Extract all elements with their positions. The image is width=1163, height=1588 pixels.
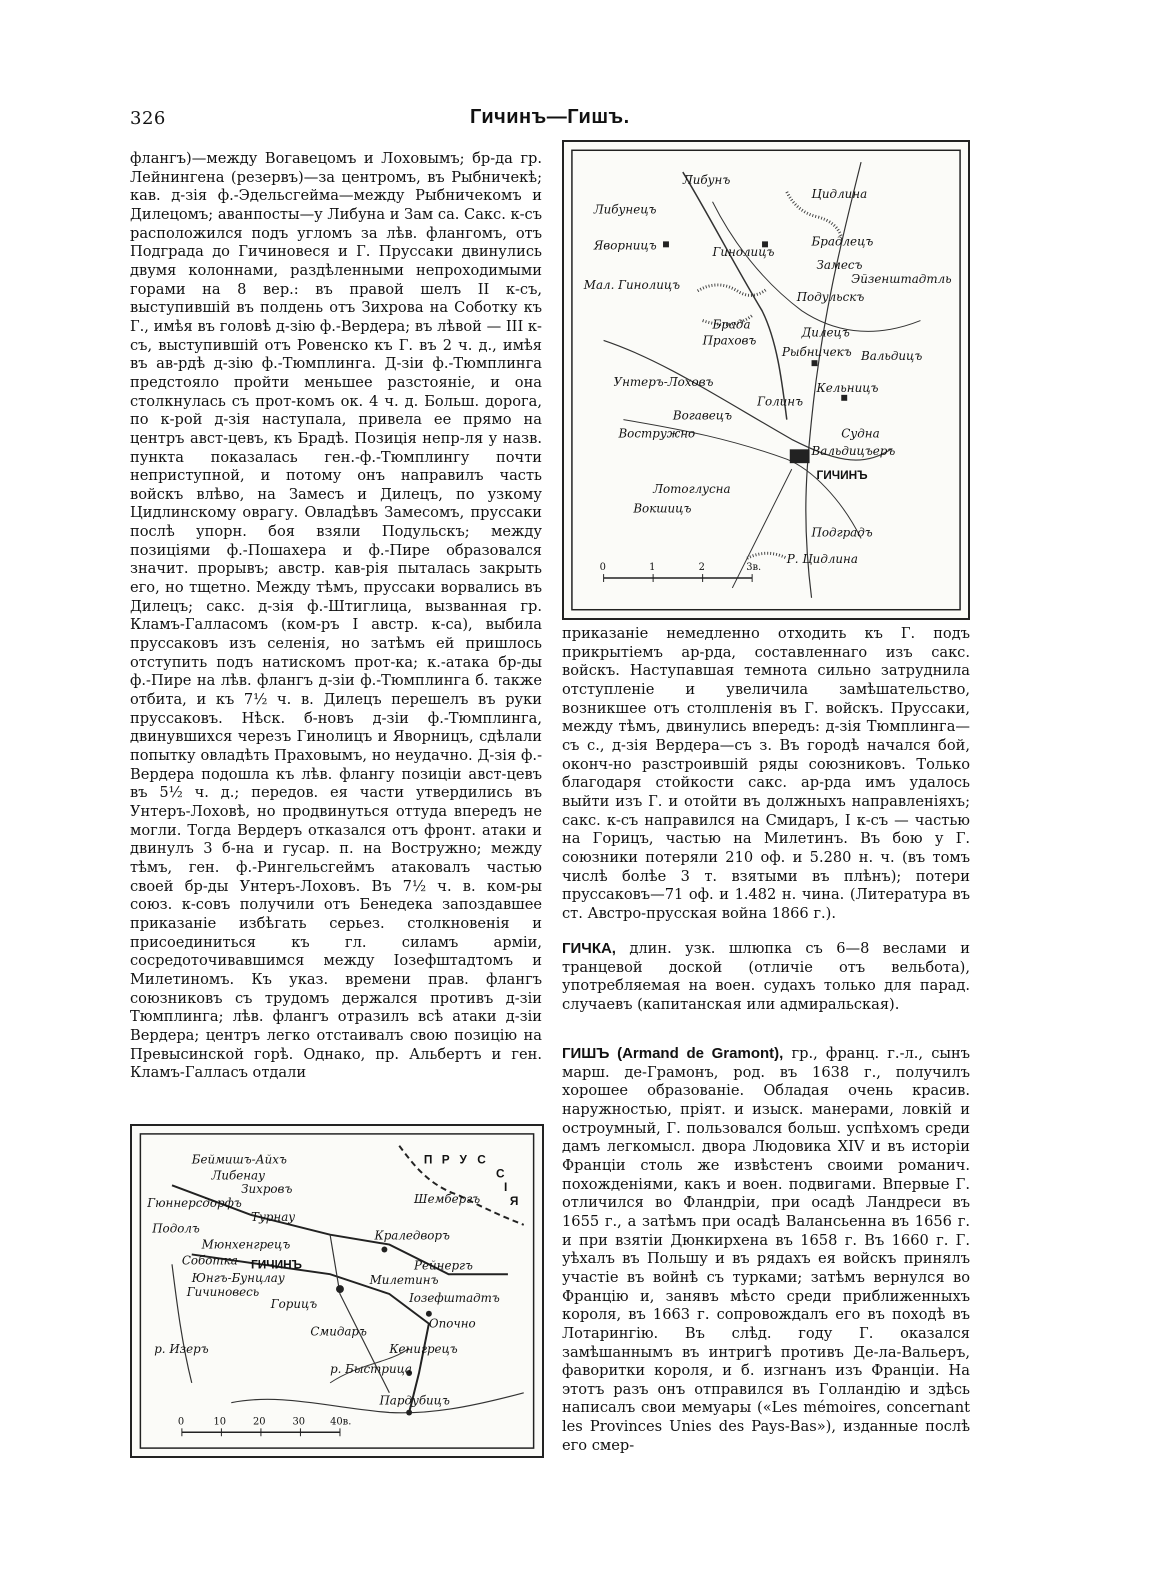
- page-number: 326: [130, 108, 166, 129]
- map-label: Гюннерсдорфъ: [147, 1196, 242, 1211]
- page-title: Гичинъ—Гишъ.: [470, 106, 630, 128]
- map-label: Подульскъ: [796, 289, 865, 304]
- map-label: Беймишъ-Айхъ: [191, 1152, 287, 1167]
- scale-label: 3в.: [746, 562, 762, 574]
- continuation-paragraph: приказаніе немедленно отходить къ Г. подъ прикрытіемъ ар-рда, составленнаго изъ сакс. войскъ. Наступавшая темнота сильно затруднила отступленіе и увеличила замѣшательство, возникшее отъ столпленія въ Г. войскъ. Пруссаки, между тѣмъ, двинулись впередъ: д-зія Тюмплинга—съ с., д-зія Вердера—съ з. Въ городѣ начался бой, оконч-но разстроившій ряды союзниковъ. Только благодаря стойкости сакс. ар-рда имъ удалось выйти изъ Г. и отойти въ должныхъ направленіяхъ; сакс. к-съ направился на Смидаръ, I к-съ — частью на Горицъ, частью на Милетинъ. Въ бою у Г. союзники потеряли 210 оф. и 5.280 н. ч. (въ томъ числѣ болѣе 3 т. взятыми въ плѣнъ); потери пруссаковъ—71 оф. и 1.482 н. чина. (Литература въ ст. Австро-прусская война 1866 г.).: [562, 625, 970, 922]
- region-letter: С: [477, 1152, 486, 1167]
- map-label: Юнгъ-Бунцлау: [191, 1271, 285, 1286]
- region-letter: С: [496, 1166, 505, 1181]
- region-letter: П: [423, 1152, 433, 1167]
- article-headword: ГИЧКА,: [562, 940, 616, 957]
- map-label: Яворницъ: [593, 238, 657, 253]
- map-label: Унтеръ-Лоховъ: [613, 374, 714, 389]
- map-label: Пардубицъ: [379, 1393, 450, 1408]
- regional-map-svg: [132, 1126, 542, 1456]
- map-label: Соботка: [181, 1253, 238, 1268]
- map-label: Зихровъ: [241, 1182, 293, 1197]
- left-column-paragraph: флангъ)—между Вогавецомъ и Лоховымъ; бр-да гр. Лейнингена (резервъ)—за центромъ, въ Рыбничекѣ; кав. д-зія ф.-Эдельсгейма—между Рыбничекомъ и Дилецомъ; аванпосты—у Либуна и Зам са. Сакс. к-съ расположился подъ угломъ за лѣв. флангомъ, отъ Подграда до Гичиновеся и Г. Пруссаки двинулись двумя колоннами, раздѣленными непроходимыми горами на 8 вер.: въ правой шелъ II к-съ, выступившій въ полдень отъ Зихрова на Соботку къ Г., имѣя въ головѣ д-зію ф.-Вердера; въ лѣвой — III к-съ, выступившій отъ Ровенско къ Г. въ 2 ч. д., имѣя въ ав-рдѣ д-зію ф.-Тюмплинга. Д-зіи ф.-Тюмплинга предстояло пройти меньшее разстояніе, и она столкнулась съ прот-комъ ок. 4 ч. д. Больш. дорога, по к-рой д-зія наступала, привела ее прямо на центръ авст-цевъ, къ Брадѣ. Позиція непр-ля у назв. пункта показалась ген.-ф.-Тюмплингу почти неприступной, и потому онъ направилъ часть войскъ влѣво, на Замесъ и Дилецъ, по узкому Цидлинскому оврагу. Овладѣвъ Замесомъ, пруссаки послѣ упорн. боя взяли Подульскъ; между позиціями ф.-Пошахера и ф.-Пире образовался значит. прорывъ; австр. кав-рія пыталась закрыть его, но тщетно. Между тѣмъ, пруссаки ворвались въ Дилецъ; сакс. д-зія ф.-Штиглица, вызванная гр. Кламъ-Галласомъ (ком-ръ I австр. к-са), выбила пруссаковъ изъ селенія, но затѣмъ ей пришлось отступить подъ натискомъ прот-ка; к.-атака бр-ды ф.-Пире на лѣв. флангъ д-зіи ф.-Тюмплинга б. также отбита, и къ 7½ ч. в. Дилецъ перешелъ въ руки пруссаковъ. Нѣск. б-новъ д-зіи ф.-Тюмплинга, двинувшихся черезъ Гинолицъ и Яворницъ, сдѣлали попытку овладѣть Праховымъ, но неудачно. Д-зія ф.-Вердера подошла къ лѣв. флангу позиціи авст-цевъ въ 5½ ч. д.; передов. ея части утвердились въ Унтеръ-Лоховѣ, но продвинуться оттуда впередъ не могли. Тогда Вердеръ отказался отъ фронт. атаки и двинулъ 3 б-на и гусар. п. на Востружно; между тѣмъ, ген. ф.-Рингельсгеймъ атаковалъ частью своей бр-ды Унтеръ-Лоховъ. Въ 7½ ч. в. ком-ры союз. к-совъ получили отъ Бенедека запоздавшее приказаніе избѣгать серьез. столкновенія и присоединиться къ гл. силамъ арміи, сосредоточивавшимся между Іозефштадтомъ и Милетиномъ. Къ указ. времени прав. флангъ союзниковъ съ трудомъ держался противъ д-зіи Тюмплинга; лѣв. флангъ отразилъ всѣ атаки д-зіи Вердера; центръ легко отстаивалъ свою позицію на Превысинской горѣ. Однако, пр. Альбертъ и ген. Кламъ-Галласъ отдали: [130, 150, 542, 1082]
- map-label: Турнау: [251, 1209, 296, 1224]
- map-label: Праховъ: [702, 333, 757, 348]
- map-label: Гинолицъ: [712, 245, 775, 260]
- map-label: Замесъ: [816, 258, 863, 273]
- article-gichka: [562, 940, 970, 1015]
- map-label: Милетинъ: [369, 1273, 439, 1288]
- map-label: Іозефштадтъ: [409, 1290, 500, 1305]
- article-body: гр., франц. г.-л., сынъ марш. де-Грамонъ, род. въ 1638 г., получилъ хорошее образованіе. Обладая очень красив. наружностью, пріят. и изыск. манерами, ловкій и остроумный, Г. пользовался больш. успѣхомъ среди дамъ легкомысл. двора Людовика XIV и въ исторіи Франціи столь же извѣстенъ своими романич. похожденіями, какъ и воен. подвигами. Впервые Г. отличился во Фландріи, при осадѣ Ландреси въ 1655 г., а затѣмъ при осадѣ Валансьенна въ 1656 г. и при взятіи Дюнкирхена въ 1658 г. Въ 1660 г. Г. уѣхалъ въ Польшу и въ рядахъ ея войскъ принялъ участіе въ войнѣ съ турками; затѣмъ вернулся во Францію и, занявъ мѣсто среди приближенныхъ короля, въ 1663 г. сопровождалъ его въ походѣ въ Лотарингію. Въ слѣд. году Г. оказался замѣшаннымъ въ интригѣ противъ Де-ла-Вальеръ, фаворитки короля, и б. изгнанъ изъ Франціи. На этотъ разъ онъ отправился въ Голландію и здѣсь написалъ свои мемуары («Les mémoires, concernant les Provinces Unies des Pays-Bas»), изданные послѣ его смер-: [562, 1045, 971, 1454]
- map-label: Кенигрецъ: [389, 1342, 458, 1357]
- map-label: Судна: [841, 426, 880, 441]
- scale-label: 30: [292, 1416, 306, 1428]
- article-gish: [562, 1045, 970, 1455]
- scale-label: 2: [698, 562, 705, 574]
- map-label: Опочно: [428, 1316, 476, 1331]
- map-label: ГИЧИНЪ: [251, 1257, 302, 1272]
- region-letter: Я: [509, 1194, 519, 1209]
- map-label: Р. Цидлина: [786, 552, 858, 567]
- battle-map-svg: [564, 142, 968, 618]
- map-label: Брадлецъ: [811, 234, 874, 249]
- map-label: Мюнхенгрецъ: [201, 1237, 291, 1252]
- map-label: Рыбничекъ: [781, 345, 852, 360]
- scale-label: 0: [599, 562, 606, 574]
- map-label: Вальдицъеръ: [811, 444, 896, 459]
- left-column-text: [130, 150, 542, 1083]
- map-label: Вокшицъ: [633, 501, 692, 516]
- map-label: Дилецъ: [801, 325, 850, 340]
- map-label: Смидаръ: [310, 1324, 367, 1339]
- scale-label: 10: [213, 1416, 227, 1428]
- map-label: Кельницъ: [816, 380, 879, 395]
- map-label: Цидлина: [811, 186, 868, 201]
- map-label: Востружно: [618, 426, 696, 441]
- battle-map-gichin: [562, 140, 970, 620]
- region-letter: Р: [441, 1152, 450, 1167]
- regional-map: [130, 1124, 544, 1458]
- region-letter: У: [459, 1152, 467, 1167]
- map-label: Рейнергъ: [414, 1258, 473, 1273]
- map-label: Шембергъ: [414, 1192, 481, 1207]
- map-label: Горицъ: [270, 1296, 318, 1311]
- town-gichin-marker: [790, 449, 810, 463]
- map-label: Мал. Гинолицъ: [583, 277, 681, 292]
- article-body: длин. узк. шлюпка съ 6—8 веслами и транцевой доской (отличіе отъ вельбота), употребляемая на воен. судахъ только для парад. случаевъ (капитанская или адмиральская).: [562, 940, 970, 1013]
- map-label: Либунъ: [682, 172, 731, 187]
- map-label: Вальдицъ: [861, 349, 923, 364]
- map-label: Лотоглусна: [653, 481, 731, 496]
- scale-label: 1: [649, 562, 656, 574]
- scale-label: 40в.: [330, 1416, 352, 1428]
- map-label: Вогавецъ: [672, 408, 733, 423]
- article-headword: ГИШЪ (Armand de Gramont),: [562, 1045, 784, 1062]
- map-label: Подолъ: [152, 1221, 200, 1236]
- map-label: Голинъ: [757, 394, 804, 409]
- map-label: Краледворъ: [374, 1228, 450, 1243]
- map-label: Подградъ: [811, 525, 873, 540]
- map-label: ГИЧИНЪ: [816, 468, 868, 483]
- scale-label: 20: [253, 1416, 266, 1428]
- map-label: Либенау: [211, 1168, 266, 1183]
- map-label: Эйзенштадтль: [851, 271, 952, 286]
- map-label: Либунецъ: [593, 202, 657, 217]
- map-label: Брада: [712, 317, 751, 332]
- scale-label: 0: [177, 1416, 185, 1428]
- map-label: Гичиновесь: [186, 1284, 260, 1299]
- map-label: р. Изеръ: [154, 1342, 209, 1357]
- map-label: р. Быстрица: [330, 1362, 412, 1377]
- right-column-continuation: [562, 625, 970, 924]
- region-letter: І: [503, 1180, 508, 1195]
